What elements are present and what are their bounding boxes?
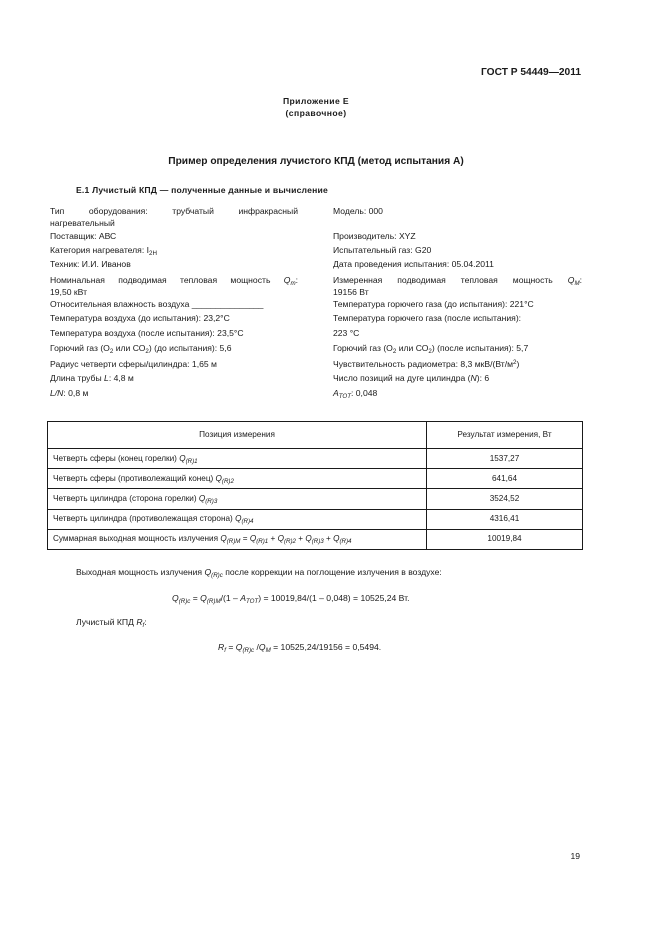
left-air-temp-before: Температура воздуха (до испытания): 23,2°С bbox=[50, 313, 230, 323]
left-fuel-gas-before: Горючий газ ($О_2$ или $СО_2$) (до испытания): 5,6 bbox=[50, 343, 232, 355]
table-cell-value: 3524,52 bbox=[427, 489, 583, 509]
left-supplier: Поставщик: АВС bbox=[50, 231, 117, 241]
table-header-result: Результат измерения, Вт bbox=[427, 422, 583, 449]
main-title: Пример определения лучистого КПД (метод испытания А) bbox=[168, 156, 464, 167]
right-measured-power-value: 19156 Вт bbox=[333, 287, 369, 297]
table-cell-value: 641,64 bbox=[427, 469, 583, 489]
left-nominal-power-value: 19,50 кВт bbox=[50, 287, 88, 297]
category-text: Категория нагревателя: I bbox=[50, 245, 150, 255]
table-row-total bbox=[48, 529, 583, 549]
right-test-date: Дата проведения испытания: 05.04.2011 bbox=[333, 259, 494, 269]
left-humidity: Относительная влажность воздуха _______________ bbox=[50, 299, 264, 309]
table-cell-label: Четверть сферы (конец горелки) $Q_{(R)1}$ bbox=[48, 449, 427, 469]
left-nominal-power bbox=[50, 275, 298, 285]
table-header-row bbox=[48, 422, 583, 449]
right-manufacturer: Производитель: XYZ bbox=[333, 231, 416, 241]
table-row bbox=[48, 469, 583, 489]
measured-power-symbol: $Q_M$: bbox=[567, 275, 583, 287]
table-cell-value: 1537,27 bbox=[427, 449, 583, 469]
right-test-gas: Испытательный газ: G20 bbox=[333, 245, 432, 255]
table-row bbox=[48, 449, 583, 469]
formula-efficiency: $R_f = Q_{(R)c}$ $/Q_M = 10525,24/19156 = 0,5494$. bbox=[218, 642, 382, 654]
table-row bbox=[48, 489, 583, 509]
category-subscript: 2Н bbox=[149, 250, 157, 257]
right-model: Модель: 000 bbox=[333, 206, 383, 216]
table-cell-label: Четверть цилиндра (противолежащая сторона) $Q_{(R)4}$ bbox=[48, 509, 427, 529]
right-fuel-gas-after: Горючий газ ($О_2$ или $СО_2$) (после испытания): 5,7 bbox=[333, 343, 529, 355]
left-equipment-type-cont: нагревательный bbox=[50, 218, 115, 228]
table-cell-value: 4316,41 bbox=[427, 509, 583, 529]
table-cell-total-value: 10019,84 bbox=[427, 529, 583, 549]
right-arc-positions: Число позиций на дуге цилиндра (N): 6 bbox=[333, 373, 490, 383]
efficiency-label: Лучистый КПД $R_f$: bbox=[76, 617, 147, 629]
right-gas-temp-after-value: 223 °С bbox=[333, 328, 360, 338]
correction-text: Выходная мощность излучения $Q_{(R)c}$ после коррекции на поглощение излучения в воздухе: bbox=[76, 567, 442, 579]
appendix-title: Приложение Е bbox=[282, 96, 350, 106]
table-cell-label: Четверть сферы (противолежащий конец) $Q_{(R)2}$ bbox=[48, 469, 427, 489]
left-radius: Радиус четверти сферы/цилиндра: 1,65 м bbox=[50, 359, 217, 369]
document-standard-number: ГОСТ Р 54449—2011 bbox=[481, 67, 581, 78]
left-tube-length: Длина трубы L: 4,8 м bbox=[50, 373, 134, 383]
measurement-table bbox=[47, 421, 583, 550]
section-title: Е.1 Лучистый КПД — полученные данные и вычисление bbox=[76, 185, 328, 195]
left-air-temp-after: Температура воздуха (после испытания): 23,5°С bbox=[50, 328, 244, 338]
right-a-tot: $A_{TOT}$: 0,048 bbox=[333, 388, 378, 400]
nominal-power-symbol: $Q_m$: bbox=[283, 275, 298, 287]
appendix-subtitle: (справочное) bbox=[285, 108, 347, 118]
right-measured-power bbox=[333, 275, 582, 285]
table-cell-total-label: Суммарная выходная мощность излучения $Q_{(R)M} = Q_{(R)1} + Q_{(R)2} + Q_{(R)3} + Q_{(R)4}$ bbox=[48, 529, 427, 549]
right-gas-temp-after: Температура горючего газа (после испытания): bbox=[333, 313, 522, 323]
nominal-power-text: Номинальная подводимая тепловая мощность bbox=[50, 275, 271, 285]
left-equipment-type: Тип оборудования: трубчатый инфракрасный bbox=[50, 206, 298, 216]
formula-corrected-power: $Q_{(R)c} = Q_{(R)M}/(1 - A_{TOT}) = 10019,84/(1 - 0,048) = 10525,24$ Вт. bbox=[172, 593, 410, 605]
table-cell-label: Четверть цилиндра (сторона горелки) $Q_{(R)3}$ bbox=[48, 489, 427, 509]
left-technician: Техник: И.И. Иванов bbox=[50, 259, 131, 269]
left-l-over-n: L/N: 0,8 м bbox=[50, 388, 89, 398]
table-row bbox=[48, 509, 583, 529]
table-header-position: Позиция измерения bbox=[48, 422, 427, 449]
right-gas-temp-before: Температура горючего газа (до испытания): 221°С bbox=[333, 299, 534, 309]
right-radiometer-sensitivity: Чувствительность радиометра: 8,3 мкВ/$(Вт/м^2)$ bbox=[333, 359, 520, 369]
measured-power-text: Измеренная подводимая тепловая мощность bbox=[333, 275, 553, 285]
left-heater-category bbox=[50, 245, 298, 255]
page-number: 19 bbox=[570, 851, 580, 861]
